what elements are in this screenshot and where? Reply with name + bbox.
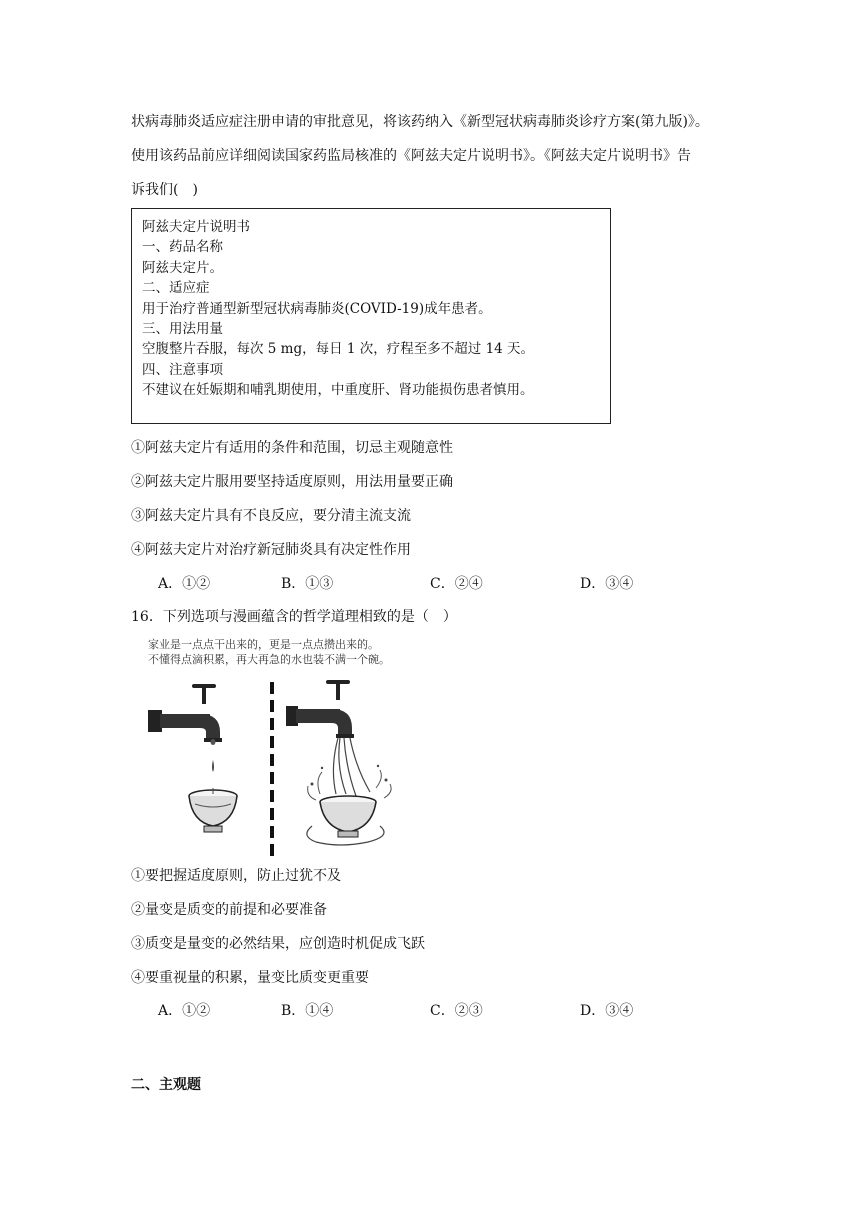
leaflet-section-3-head: 三、用法用量: [142, 321, 223, 338]
leaflet-section-4-head: 四、注意事项: [142, 361, 223, 378]
q16-statement-2: ②量变是质变的前提和必要准备: [131, 902, 327, 918]
q15-statement-4: ④阿兹夫定片对治疗新冠肺炎具有决定性作用: [131, 542, 411, 558]
intro-line-2: 使用该药品前应详细阅读国家药监局核准的《阿兹夫定片说明书》。《阿兹夫定片说明书》告: [131, 148, 691, 164]
leaflet-section-2-body: 用于治疗普通型新型冠状病毒肺炎(COVID-19)成年患者。: [142, 300, 492, 317]
leaflet-title: 阿兹夫定片说明书: [142, 219, 250, 235]
q16-option-a[interactable]: A．①②: [158, 1003, 211, 1019]
q15-option-a[interactable]: A．①②: [158, 576, 211, 592]
drug-leaflet-box: [131, 208, 611, 424]
q15-statement-1: ①阿兹夫定片有适用的条件和范围，切忌主观随意性: [131, 440, 453, 456]
intro-line-3: 诉我们( ): [131, 182, 198, 198]
leaflet-section-3-body: 空腹整片吞服，每次 5 mg，每日 1 次，疗程至多不超过 14 天。: [142, 341, 535, 358]
q16-option-c[interactable]: C．②③: [430, 1003, 483, 1019]
intro-line-1: 状病毒肺炎适应症注册申请的审批意见，将该药纳入《新型冠状病毒肺炎诊疗方案(第九版)》。: [131, 114, 709, 130]
leaflet-section-1-body: 阿兹夫定片。: [142, 259, 223, 276]
cartoon-image: [140, 676, 420, 858]
q15-option-d[interactable]: D．③④: [580, 576, 634, 592]
cartoon-caption-1: 家业是一点点干出来的，更是一点点攒出来的。: [148, 638, 379, 651]
q15-statement-2: ②阿兹夫定片服用要坚持适度原则，用法用量要正确: [131, 474, 453, 490]
leaflet-section-2-head: 二、适应症: [142, 280, 210, 297]
q15-statement-3: ③阿兹夫定片具有不良反应，要分清主流支流: [131, 508, 411, 524]
q16-option-b[interactable]: B．①④: [281, 1003, 334, 1019]
overflowing-bowl-icon: [307, 738, 391, 845]
faucet-left-icon: [148, 684, 222, 745]
section-heading: 二、主观题: [131, 1077, 201, 1093]
leaflet-section-4-body: 不建议在妊娠期和哺乳期使用，中重度肝、肾功能损伤患者慎用。: [142, 382, 534, 399]
q15-option-b[interactable]: B．①③: [281, 576, 334, 592]
q16-statement-1: ①要把握适度原则，防止过犹不及: [131, 868, 341, 884]
q15-option-c[interactable]: C．②④: [430, 576, 483, 592]
leaflet-section-1-head: 一、药品名称: [142, 239, 223, 256]
cartoon-caption-2: 不懂得点滴积累，再大再急的水也装不满一个碗。: [148, 653, 390, 666]
q16-option-d[interactable]: D．③④: [580, 1003, 634, 1019]
q16-stem: 16．下列选项与漫画蕴含的哲学道理相致的是（ ）: [131, 609, 457, 625]
small-bowl-icon: [189, 760, 237, 832]
q16-statement-4: ④要重视量的积累，量变比质变更重要: [131, 970, 369, 986]
q16-statement-3: ③质变是量变的必然结果，应创造时机促成飞跃: [131, 936, 425, 952]
faucet-right-icon: [286, 680, 354, 738]
